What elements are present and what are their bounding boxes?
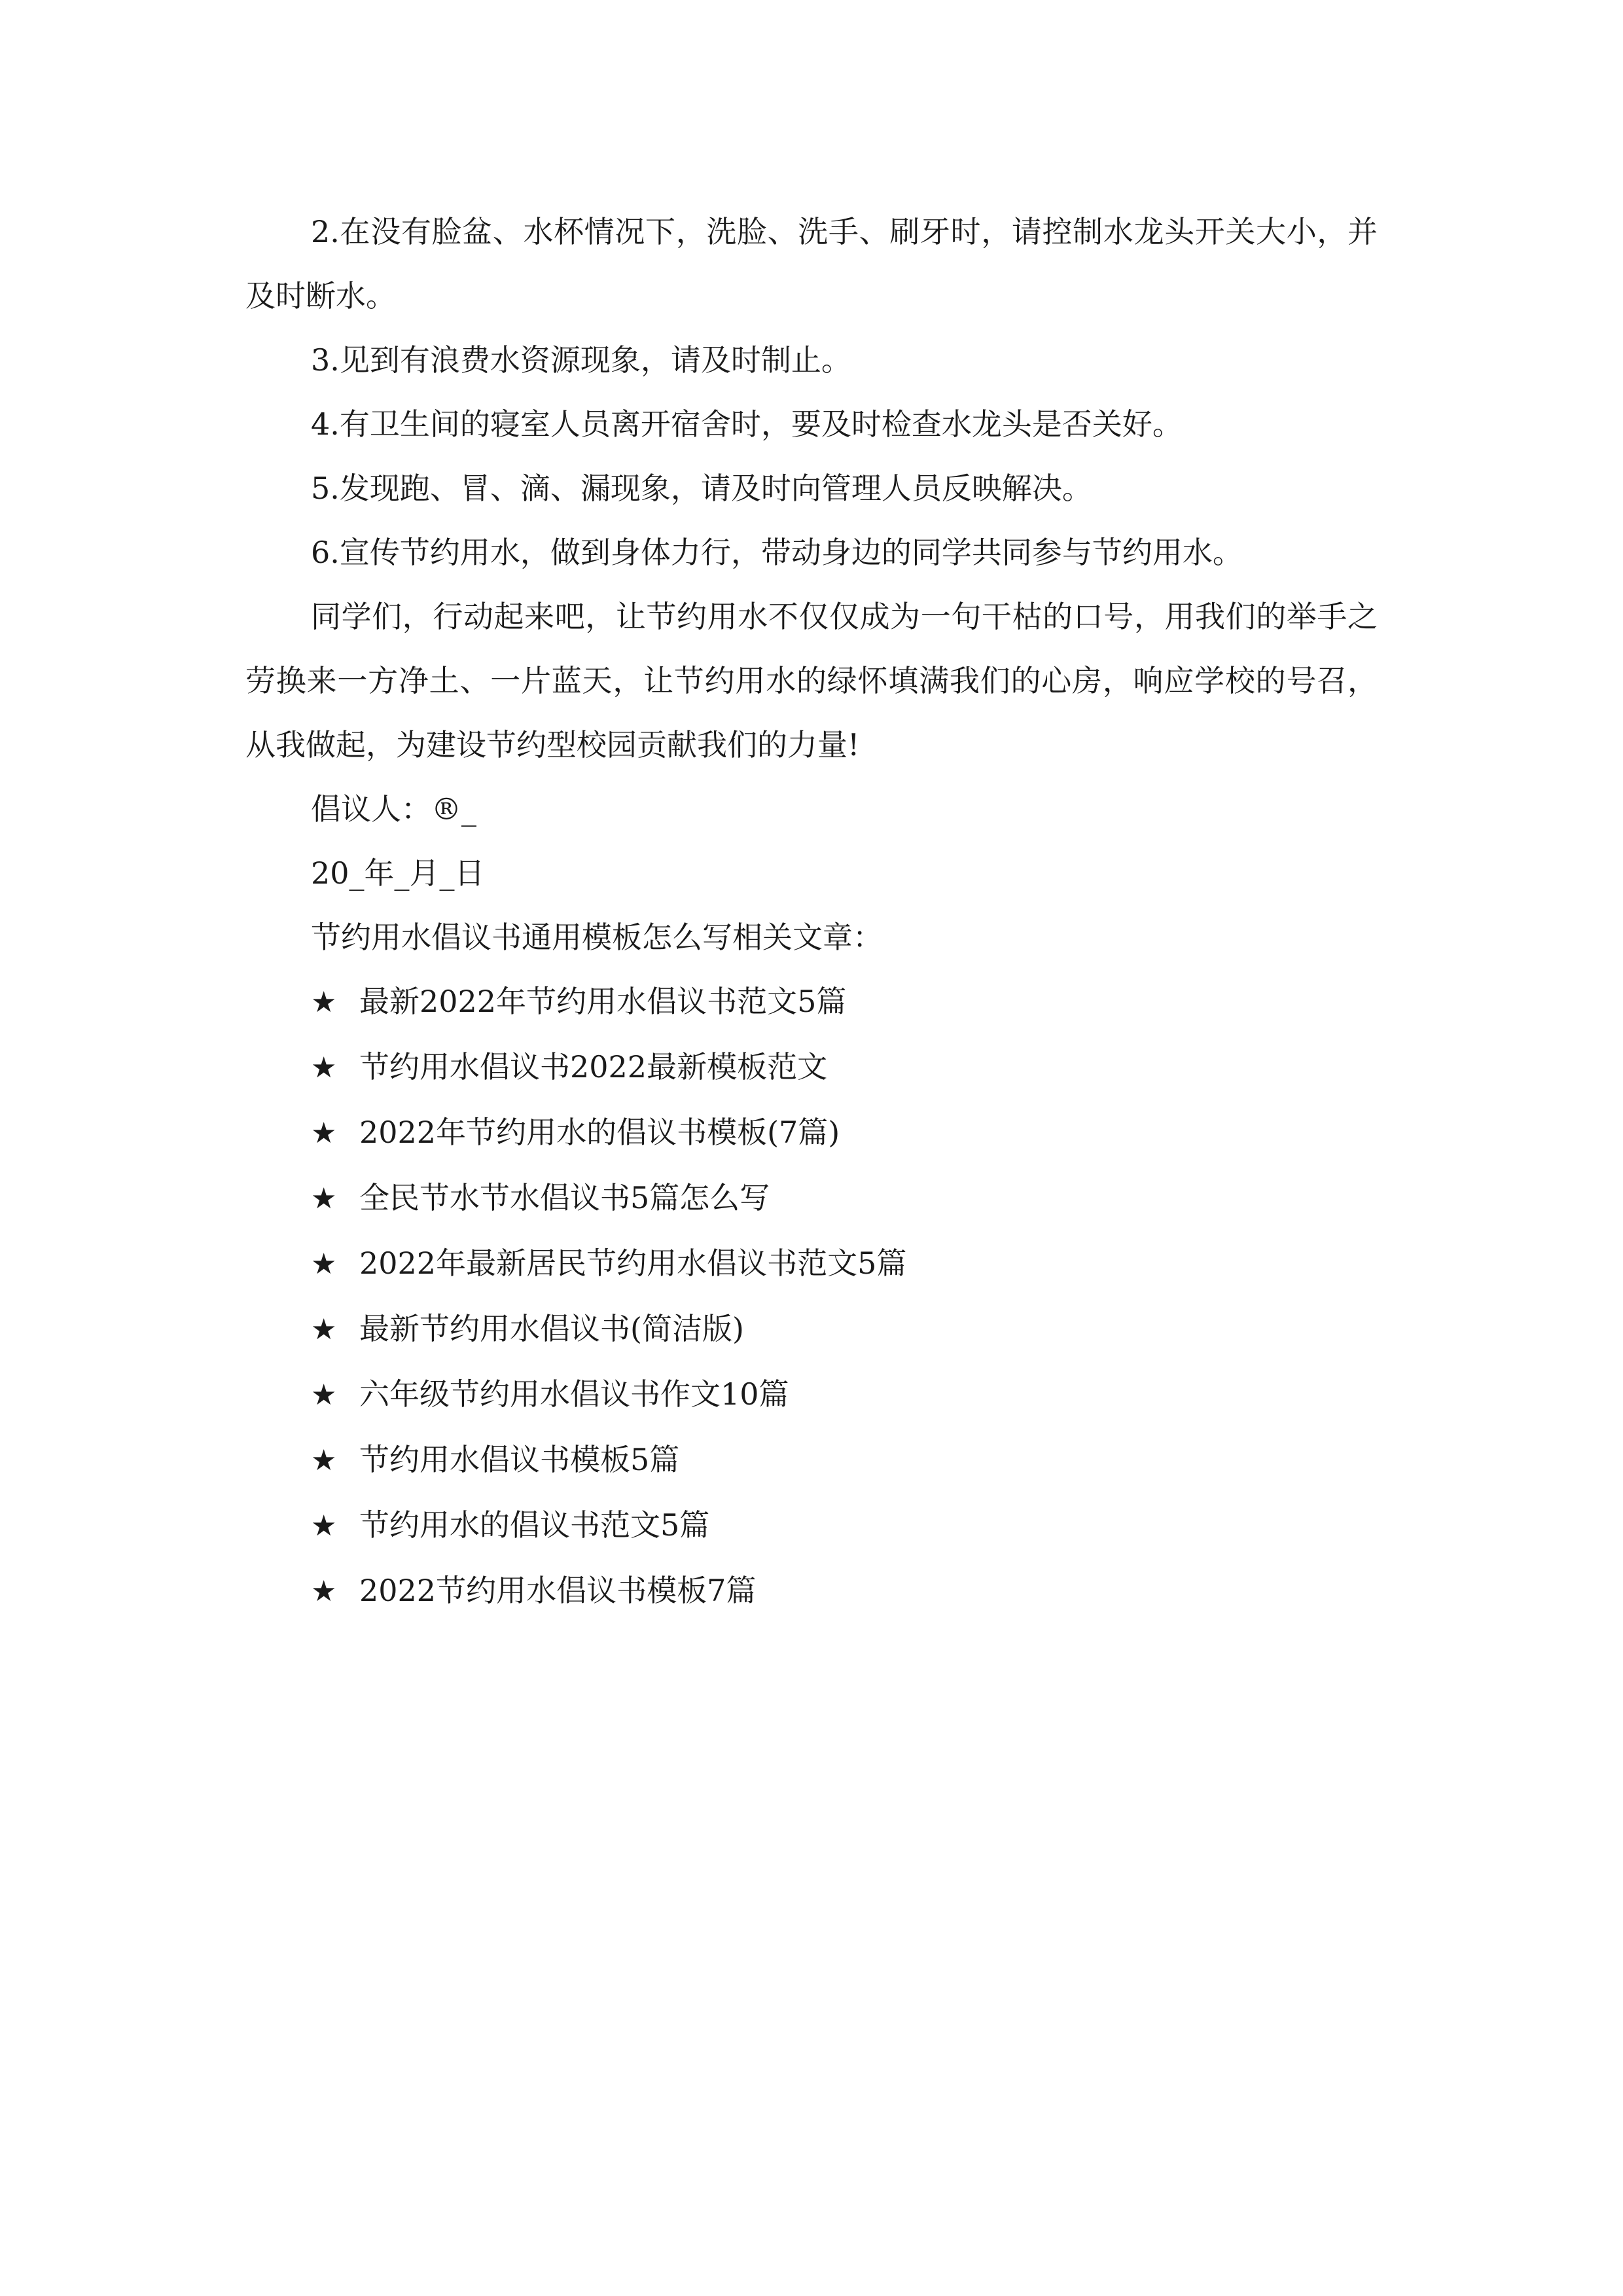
item-5: 5.发现跑、冒、滴、漏现象，请及时向管理人员反映解决。 xyxy=(311,471,1092,506)
related-link[interactable] xyxy=(245,1231,1378,1297)
related-link[interactable] xyxy=(245,1493,1378,1558)
related-link[interactable] xyxy=(245,1427,1378,1493)
date: 20_年_月_日 xyxy=(311,855,485,891)
star-icon: ★ xyxy=(311,1313,337,1346)
item-3: 3.见到有浪费水资源现象，请及时制止。 xyxy=(311,342,851,378)
related-link-text[interactable]: 最新2022年节约用水倡议书范文5篇 xyxy=(359,984,847,1019)
item-4: 4.有卫生间的寝室人员离开宿舍时，要及时检查水龙头是否关好。 xyxy=(311,406,1183,442)
star-icon: ★ xyxy=(311,1378,337,1412)
related-link[interactable] xyxy=(245,1297,1378,1362)
related-link[interactable] xyxy=(245,1558,1378,1624)
related-link-text[interactable]: 节约用水倡议书模板5篇 xyxy=(359,1442,680,1477)
related-link-text[interactable]: 全民节水节水倡议书5篇怎么写 xyxy=(359,1180,770,1215)
signature: 倡议人：®_ xyxy=(311,791,476,827)
star-icon: ★ xyxy=(311,1051,337,1085)
star-icon: ★ xyxy=(311,1444,337,1477)
related-link[interactable] xyxy=(245,1100,1378,1166)
star-icon: ★ xyxy=(311,986,337,1019)
related-link-text[interactable]: 2022年最新居民节约用水倡议书范文5篇 xyxy=(359,1246,907,1281)
star-icon: ★ xyxy=(311,1117,337,1150)
star-icon: ★ xyxy=(311,1182,337,1215)
star-icon: ★ xyxy=(311,1575,337,1608)
related-link-text[interactable]: 节约用水的倡议书范文5篇 xyxy=(359,1507,710,1543)
item-6: 6.宣传节约用水，做到身体力行，带动身边的同学共同参与节约用水。 xyxy=(311,535,1243,570)
related-link[interactable] xyxy=(245,1035,1378,1100)
related-link[interactable] xyxy=(245,1166,1378,1231)
related-heading: 节约用水倡议书通用模板怎么写相关文章： xyxy=(311,920,883,955)
related-link-text[interactable]: 最新节约用水倡议书(简洁版) xyxy=(359,1311,744,1346)
related-links-list xyxy=(245,969,1378,1624)
item-2: 2.在没有脸盆、水杯情况下，洗脸、洗手、刷牙时，请控制水龙头开关大小，并及时断水。 xyxy=(245,214,1378,314)
related-link-text[interactable]: 2022年节约用水的倡议书模板(7篇) xyxy=(359,1115,840,1150)
closing-paragraph: 同学们，行动起来吧，让节约用水不仅仅成为一句干枯的口号，用我们的举手之劳换来一方净土、一片蓝天，让节约用水的绿怀填满我们的心房，响应学校的号召，从我做起，为建设节约型校园贡献我们的力量! xyxy=(245,599,1378,762)
related-link-text[interactable]: 六年级节约用水倡议书作文10篇 xyxy=(359,1376,789,1412)
related-link[interactable] xyxy=(245,1362,1378,1427)
related-link[interactable] xyxy=(245,969,1378,1035)
star-icon: ★ xyxy=(311,1247,337,1281)
document-body xyxy=(245,200,1378,1624)
star-icon: ★ xyxy=(311,1509,337,1543)
related-link-text[interactable]: 节约用水倡议书2022最新模板范文 xyxy=(359,1049,828,1085)
related-link-text[interactable]: 2022节约用水倡议书模板7篇 xyxy=(359,1573,757,1608)
